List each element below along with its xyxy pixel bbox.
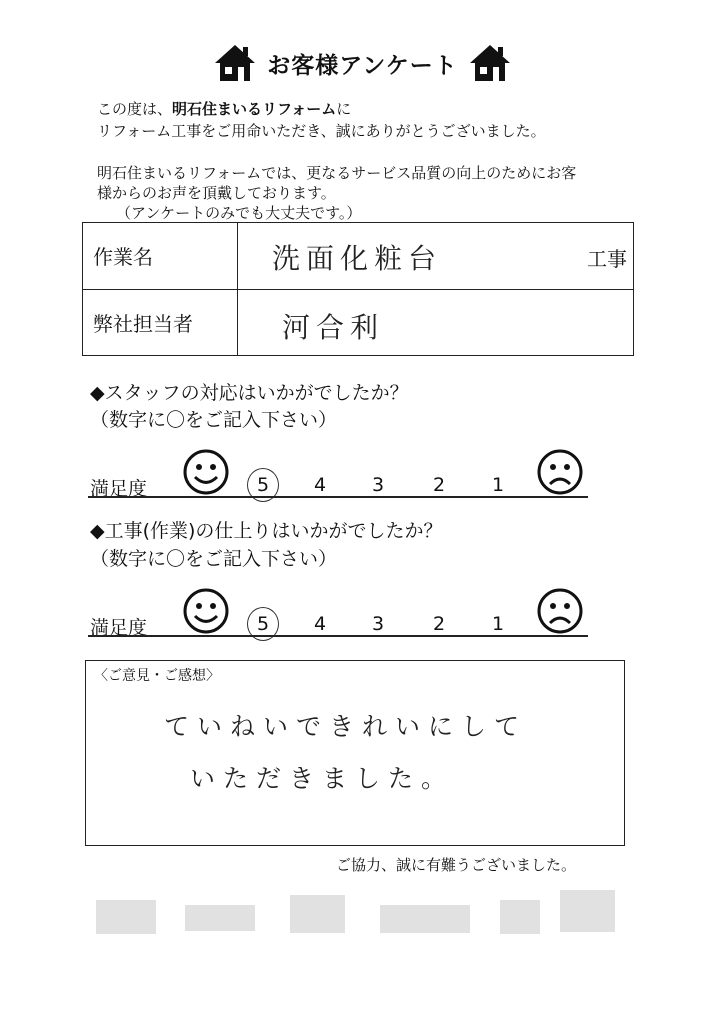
page-title: お客様アンケート (267, 52, 458, 79)
sad-face-icon (536, 448, 584, 496)
house-icon (213, 43, 257, 83)
satisfaction-label: 満足度 (90, 478, 148, 500)
rating-option-3[interactable]: 3 (372, 474, 385, 496)
thank-you-note: ご協力、誠に有難うございました。 (336, 856, 577, 874)
intro-line-4: 様からのお声を頂戴しております。 (97, 184, 336, 202)
rating-underline (88, 635, 588, 637)
rating-option-5[interactable]: 5 (257, 474, 270, 496)
rating-underline (88, 496, 588, 498)
rating-option-1[interactable]: 1 (492, 474, 505, 496)
intro-line-3: 明石住まいるリフォームでは、更なるサービス品質の向上のためにお客 (97, 164, 577, 182)
comment-line-1: ていねいできれいにして (164, 712, 528, 741)
question-1-text: ◆スタッフの対応はいかがでしたか？ (90, 382, 409, 404)
work-field[interactable] (238, 223, 634, 290)
work-suffix: 工事 (587, 247, 627, 271)
staff-value: 河合利 (282, 310, 385, 344)
rating-option-4[interactable]: 4 (314, 474, 327, 496)
satisfaction-label: 満足度 (90, 617, 148, 639)
work-value: 洗面化粧台 (272, 242, 443, 275)
staff-label: 弊社担当者 (83, 289, 238, 356)
rating-option-2[interactable]: 2 (433, 474, 446, 496)
info-table (82, 222, 634, 356)
work-label: 作業名 (83, 223, 238, 290)
intro-text: に (336, 100, 352, 118)
intro-line-5: （アンケートのみでも大丈夫です。） (116, 204, 362, 222)
rating-option-4[interactable]: 4 (314, 613, 327, 635)
question-2-instruction: （数字に〇をご記入下さい） (90, 548, 338, 570)
smiley-face-icon (182, 448, 230, 496)
rating-option-2[interactable]: 2 (433, 613, 446, 635)
smiley-face-icon (182, 587, 230, 635)
intro-line-2: リフォーム工事をご用命いただき、誠にありがとうございました。 (97, 122, 546, 140)
comments-heading: 〈ご意見・ご感想〉 (94, 668, 220, 684)
company-name: 明石住まいるリフォーム (172, 100, 337, 118)
comments-box[interactable] (85, 660, 625, 846)
title-row (0, 38, 725, 88)
question-2-text: ◆工事(作業)の仕上りはいかがでしたか？ (90, 520, 443, 542)
rating-option-3[interactable]: 3 (372, 613, 385, 635)
intro-text: この度は、 (97, 100, 173, 118)
intro-line-1 (97, 99, 351, 119)
staff-field[interactable] (238, 289, 634, 356)
house-icon (468, 43, 512, 83)
question-1-instruction: （数字に〇をご記入下さい） (90, 409, 338, 431)
rating-option-1[interactable]: 1 (492, 613, 505, 635)
comment-line-2: いただきました。 (190, 764, 455, 793)
rating-option-5[interactable]: 5 (257, 613, 270, 635)
sad-face-icon (536, 587, 584, 635)
